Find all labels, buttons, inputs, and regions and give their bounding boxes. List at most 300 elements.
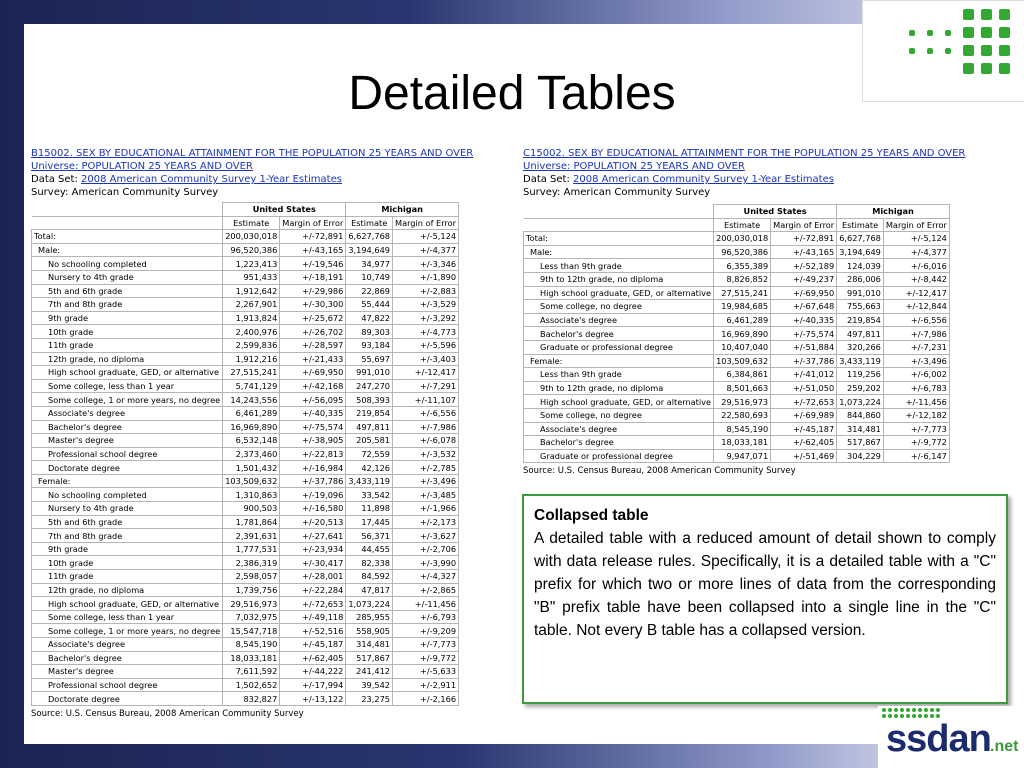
moe-cell: +/-72,891 [280,230,346,244]
moe-cell: +/-20,513 [280,515,346,529]
estimate-cell: 1,502,652 [223,678,280,692]
estimate-cell: 33,542 [346,488,393,502]
estimate-cell: 1,913,824 [223,311,280,325]
estimate-cell: 219,854 [837,313,884,327]
moe-cell: +/-30,417 [280,556,346,570]
estimate-cell: 8,545,190 [223,638,280,652]
estimate-cell: 55,697 [346,352,393,366]
table-row [524,313,950,327]
moe-cell: +/-51,050 [771,381,837,395]
estimate-cell: 285,955 [346,610,393,624]
moe-cell: +/-44,222 [280,665,346,679]
table-row [524,436,950,450]
moe-cell: +/-13,122 [280,692,346,706]
estimate-cell: 56,371 [346,529,393,543]
table-row [524,259,950,273]
table-row [524,232,950,246]
moe-cell: +/-18,191 [280,270,346,284]
estimate-cell: 96,520,386 [223,243,280,257]
left-dataset-link[interactable]: 2008 American Community Survey 1-Year Estimates [81,174,342,185]
estimate-cell: 6,384,861 [714,368,771,382]
logo-dot [999,27,1010,38]
row-label: Professional school degree [32,678,223,692]
table-row [32,638,459,652]
logo-dot [999,45,1010,56]
moe-cell: +/-11,456 [883,395,949,409]
row-label: 5th and 6th grade [32,515,223,529]
corner-cell [524,218,714,232]
estimate-cell: 241,412 [346,665,393,679]
estimate-cell: 517,867 [346,651,393,665]
estimate-cell: 6,355,389 [714,259,771,273]
moe-cell: +/-23,934 [280,542,346,556]
moe-cell: +/-12,417 [883,286,949,300]
estimate-cell: 508,393 [346,393,393,407]
estimate-cell: 1,501,432 [223,461,280,475]
moe-cell: +/-45,187 [771,422,837,436]
row-label: Nursery to 4th grade [32,270,223,284]
row-label: Total: [32,230,223,244]
moe-cell: +/-62,405 [280,651,346,665]
left-universe-link[interactable]: Universe: POPULATION 25 YEARS AND OVER [31,161,253,172]
moe-cell: +/-72,891 [771,232,837,246]
moe-cell: +/-40,335 [771,313,837,327]
estimate-cell: 205,581 [346,434,393,448]
estimate-cell: 3,194,649 [346,243,393,257]
estimate-cell: 1,073,224 [837,395,884,409]
moe-cell: +/-6,078 [393,434,459,448]
table-row [32,583,459,597]
estimate-cell: 7,032,975 [223,610,280,624]
estimate-cell: 10,407,040 [714,340,771,354]
col-moe: Margin of Error [280,216,346,230]
row-label: Less than 9th grade [524,259,714,273]
estimate-cell: 16,969,890 [223,420,280,434]
header-michigan: Michigan [346,203,459,217]
row-label: Some college, no degree [524,408,714,422]
row-label: Less than 9th grade [524,368,714,382]
estimate-cell: 96,520,386 [714,245,771,259]
table-row [32,284,459,298]
row-label: Nursery to 4th grade [32,502,223,516]
moe-cell: +/-6,147 [883,449,949,463]
header-united-states: United States [223,203,346,217]
moe-cell: +/-21,433 [280,352,346,366]
moe-cell: +/-51,469 [771,449,837,463]
estimate-cell: 497,811 [346,420,393,434]
estimate-cell: 10,749 [346,270,393,284]
row-label: High school graduate, GED, or alternative [524,286,714,300]
estimate-cell: 47,822 [346,311,393,325]
moe-cell: +/-3,990 [393,556,459,570]
moe-cell: +/-37,786 [280,474,346,488]
estimate-cell: 89,303 [346,325,393,339]
moe-cell: +/-29,986 [280,284,346,298]
right-dataset-link[interactable]: 2008 American Community Survey 1-Year Estimates [573,174,834,185]
estimate-cell: 29,516,973 [714,395,771,409]
moe-cell: +/-69,989 [771,408,837,422]
moe-cell: +/-69,950 [771,286,837,300]
table-row [32,515,459,529]
estimate-cell: 9,947,071 [714,449,771,463]
row-label: No schooling completed [32,257,223,271]
row-label: Associate's degree [32,406,223,420]
estimate-cell: 3,433,119 [837,354,884,368]
estimate-cell: 755,663 [837,300,884,314]
estimate-cell: 7,611,592 [223,665,280,679]
logo-dot [963,9,974,20]
moe-cell: +/-75,574 [280,420,346,434]
moe-cell: +/-7,773 [883,422,949,436]
moe-cell: +/-42,168 [280,379,346,393]
moe-cell: +/-5,596 [393,338,459,352]
table-row [32,366,459,380]
moe-cell: +/-28,001 [280,570,346,584]
moe-cell: +/-1,890 [393,270,459,284]
moe-cell: +/-7,986 [883,327,949,341]
moe-cell: +/-2,883 [393,284,459,298]
moe-cell: +/-3,403 [393,352,459,366]
moe-cell: +/-69,950 [280,366,346,380]
ssdan-logo-text: ssdan [886,718,991,760]
estimate-cell: 497,811 [837,327,884,341]
estimate-cell: 15,547,718 [223,624,280,638]
table-row [32,270,459,284]
table-row [32,325,459,339]
estimate-cell: 124,039 [837,259,884,273]
estimate-cell: 259,202 [837,381,884,395]
table-row [524,340,950,354]
moe-cell: +/-2,785 [393,461,459,475]
right-universe-link[interactable]: Universe: POPULATION 25 YEARS AND OVER [523,161,745,172]
estimate-cell: 103,509,632 [223,474,280,488]
row-label: 12th grade, no diploma [32,583,223,597]
moe-cell: +/-2,865 [393,583,459,597]
table-row [32,665,459,679]
estimate-cell: 5,741,129 [223,379,280,393]
moe-cell: +/-27,641 [280,529,346,543]
moe-cell: +/-52,516 [280,624,346,638]
moe-cell: +/-7,986 [393,420,459,434]
estimate-cell: 8,501,663 [714,381,771,395]
corner-cell [524,205,714,219]
table-row [32,311,459,325]
estimate-cell: 93,184 [346,338,393,352]
moe-cell: +/-1,966 [393,502,459,516]
moe-cell: +/-19,546 [280,257,346,271]
table-row [524,408,950,422]
logo-dot [888,708,892,712]
moe-cell: +/-22,813 [280,447,346,461]
estimate-cell: 16,969,890 [714,327,771,341]
col-moe: Margin of Error [393,216,459,230]
row-label: 9th to 12th grade, no diploma [524,272,714,286]
row-label: Male: [32,243,223,257]
estimate-cell: 1,073,224 [346,597,393,611]
row-label: 9th grade [32,542,223,556]
estimate-cell: 42,126 [346,461,393,475]
row-label: Associate's degree [524,422,714,436]
table-row [524,422,950,436]
estimate-cell: 517,867 [837,436,884,450]
logo-dot [981,45,992,56]
estimate-cell: 558,905 [346,624,393,638]
moe-cell: +/-2,706 [393,542,459,556]
logo-dot [894,708,898,712]
table-row [32,651,459,665]
row-label: 9th to 12th grade, no diploma [524,381,714,395]
estimate-cell: 82,338 [346,556,393,570]
right-data-table [523,204,950,463]
estimate-cell: 34,977 [346,257,393,271]
estimate-cell: 22,580,693 [714,408,771,422]
estimate-cell: 18,033,181 [223,651,280,665]
row-label: 5th and 6th grade [32,284,223,298]
left-table-block [31,147,473,719]
estimate-cell: 23,275 [346,692,393,706]
estimate-cell: 55,444 [346,298,393,312]
bottom-bar [0,744,1024,768]
row-label: Some college, no degree [524,300,714,314]
moe-cell: +/-2,911 [393,678,459,692]
moe-cell: +/-26,702 [280,325,346,339]
moe-cell: +/-19,096 [280,488,346,502]
table-row [32,243,459,257]
moe-cell: +/-16,580 [280,502,346,516]
header-michigan: Michigan [837,205,950,219]
callout-body: A detailed table with a reduced amount of detail shown to comply with data release rules. Specifically, it is a detailed table with a "C" prefix for which two or more lines of data from the corresponding "B" prefix table have been collapsed into a single line in the "C" table. Not every B table has a collapsed version. [534,530,996,639]
logo-dot [927,30,933,36]
moe-cell: +/-7,231 [883,340,949,354]
moe-cell: +/-3,529 [393,298,459,312]
table-row [32,597,459,611]
estimate-cell: 991,010 [346,366,393,380]
moe-cell: +/-49,237 [771,272,837,286]
moe-cell: +/-43,165 [280,243,346,257]
row-label: Bachelor's degree [524,327,714,341]
logo-dot [906,708,910,712]
estimate-cell: 1,739,756 [223,583,280,597]
moe-cell: +/-45,187 [280,638,346,652]
estimate-cell: 314,481 [346,638,393,652]
estimate-cell: 219,854 [346,406,393,420]
moe-cell: +/-6,556 [883,313,949,327]
logo-dot [981,9,992,20]
moe-cell: +/-43,165 [771,245,837,259]
row-label: Female: [32,474,223,488]
moe-cell: +/-75,574 [771,327,837,341]
row-label: 7th and 8th grade [32,298,223,312]
moe-cell: +/-4,377 [393,243,459,257]
table-row [32,678,459,692]
row-label: Male: [524,245,714,259]
moe-cell: +/-7,773 [393,638,459,652]
table-row [524,300,950,314]
estimate-cell: 103,509,632 [714,354,771,368]
col-moe: Margin of Error [771,218,837,232]
table-row [32,488,459,502]
estimate-cell: 6,627,768 [837,232,884,246]
left-dataset-label: Data Set: [31,174,82,185]
moe-cell: +/-2,173 [393,515,459,529]
col-estimate: Estimate [714,218,771,232]
estimate-cell: 6,627,768 [346,230,393,244]
right-survey-text: Survey: American Community Survey [523,187,711,198]
estimate-cell: 17,445 [346,515,393,529]
moe-cell: +/-30,300 [280,298,346,312]
row-label: Female: [524,354,714,368]
logo-dot [930,708,934,712]
estimate-cell: 8,545,190 [714,422,771,436]
moe-cell: +/-9,772 [883,436,949,450]
row-label: 10th grade [32,556,223,570]
right-table-block [523,147,965,476]
row-label: Bachelor's degree [32,420,223,434]
left-survey-text: Survey: American Community Survey [31,187,219,198]
estimate-cell: 6,461,289 [714,313,771,327]
estimate-cell: 29,516,973 [223,597,280,611]
row-label: Master's degree [32,434,223,448]
row-label: Total: [524,232,714,246]
col-estimate: Estimate [346,216,393,230]
table-row [32,692,459,706]
moe-cell: +/-11,456 [393,597,459,611]
estimate-cell: 832,827 [223,692,280,706]
estimate-cell: 1,777,531 [223,542,280,556]
estimate-cell: 27,515,241 [223,366,280,380]
estimate-cell: 304,229 [837,449,884,463]
table-row [524,395,950,409]
ssdan-logo-suffix: .net [990,738,1019,755]
table-row [32,624,459,638]
moe-cell: +/-22,284 [280,583,346,597]
table-row [32,474,459,488]
estimate-cell: 1,310,863 [223,488,280,502]
row-label: 7th and 8th grade [32,529,223,543]
logo-dot [936,708,940,712]
row-label: Professional school degree [32,447,223,461]
moe-cell: +/-38,905 [280,434,346,448]
table-row [32,502,459,516]
moe-cell: +/-3,292 [393,311,459,325]
moe-cell: +/-25,672 [280,311,346,325]
col-moe: Margin of Error [883,218,949,232]
right-table-title-link[interactable]: C15002. SEX BY EDUCATIONAL ATTAINMENT FOR THE POPULATION 25 YEARS AND OVER [523,148,966,159]
moe-cell: +/-41,012 [771,368,837,382]
logo-dot [909,30,915,36]
left-source-note: Source: U.S. Census Bureau, 2008 American Community Survey [31,708,304,719]
moe-cell: +/-9,772 [393,651,459,665]
logo-dot [909,48,915,54]
row-label: No schooling completed [32,488,223,502]
moe-cell: +/-72,653 [280,597,346,611]
estimate-cell: 1,223,413 [223,257,280,271]
estimate-cell: 2,373,460 [223,447,280,461]
moe-cell: +/-28,597 [280,338,346,352]
estimate-cell: 900,503 [223,502,280,516]
right-source-note: Source: U.S. Census Bureau, 2008 American Community Survey [523,466,796,477]
moe-cell: +/-40,335 [280,406,346,420]
moe-cell: +/-56,095 [280,393,346,407]
moe-cell: +/-8,442 [883,272,949,286]
corner-cell [32,216,223,230]
table-row [32,379,459,393]
estimate-cell: 2,386,319 [223,556,280,570]
table-row [524,381,950,395]
table-row [32,542,459,556]
moe-cell: +/-72,653 [771,395,837,409]
moe-cell: +/-62,405 [771,436,837,450]
logo-dot [963,45,974,56]
corner-cell [32,203,223,217]
estimate-cell: 1,912,216 [223,352,280,366]
logo-dot [927,48,933,54]
moe-cell: +/-3,627 [393,529,459,543]
moe-cell: +/-3,496 [393,474,459,488]
logo-dot [963,27,974,38]
row-label: 10th grade [32,325,223,339]
estimate-cell: 2,599,836 [223,338,280,352]
table-row [524,327,950,341]
estimate-cell: 200,030,018 [223,230,280,244]
moe-cell: +/-5,124 [393,230,459,244]
moe-cell: +/-6,783 [883,381,949,395]
callout-heading: Collapsed table [534,507,649,524]
table-row [32,529,459,543]
moe-cell: +/-4,773 [393,325,459,339]
estimate-cell: 19,984,685 [714,300,771,314]
estimate-cell: 200,030,018 [714,232,771,246]
moe-cell: +/-3,496 [883,354,949,368]
logo-dot [882,708,886,712]
row-label: Bachelor's degree [524,436,714,450]
slide-title: Detailed Tables [348,67,676,120]
table-row [32,393,459,407]
estimate-cell: 6,461,289 [223,406,280,420]
row-label: 11th grade [32,570,223,584]
table-row [524,354,950,368]
row-label: Doctorate degree [32,461,223,475]
moe-cell: +/-6,016 [883,259,949,273]
moe-cell: +/-51,884 [771,340,837,354]
table-row [524,272,950,286]
estimate-cell: 84,592 [346,570,393,584]
left-table-title-link[interactable]: B15002. SEX BY EDUCATIONAL ATTAINMENT FOR THE POPULATION 25 YEARS AND OVER [31,148,474,159]
estimate-cell: 320,266 [837,340,884,354]
logo-dot [918,708,922,712]
table-row [32,461,459,475]
moe-cell: +/-6,002 [883,368,949,382]
moe-cell: +/-49,118 [280,610,346,624]
header-united-states: United States [714,205,837,219]
row-label: 12th grade, no diploma [32,352,223,366]
logo-dot [945,48,951,54]
table-row [32,447,459,461]
estimate-cell: 286,006 [837,272,884,286]
estimate-cell: 11,898 [346,502,393,516]
estimate-cell: 2,267,901 [223,298,280,312]
table-row [32,420,459,434]
estimate-cell: 6,532,148 [223,434,280,448]
moe-cell: +/-3,346 [393,257,459,271]
logo-dot [999,9,1010,20]
table-row [524,245,950,259]
row-label: High school graduate, GED, or alternative [32,597,223,611]
estimate-cell: 1,781,864 [223,515,280,529]
moe-cell: +/-12,182 [883,408,949,422]
col-estimate: Estimate [223,216,280,230]
moe-cell: +/-17,994 [280,678,346,692]
